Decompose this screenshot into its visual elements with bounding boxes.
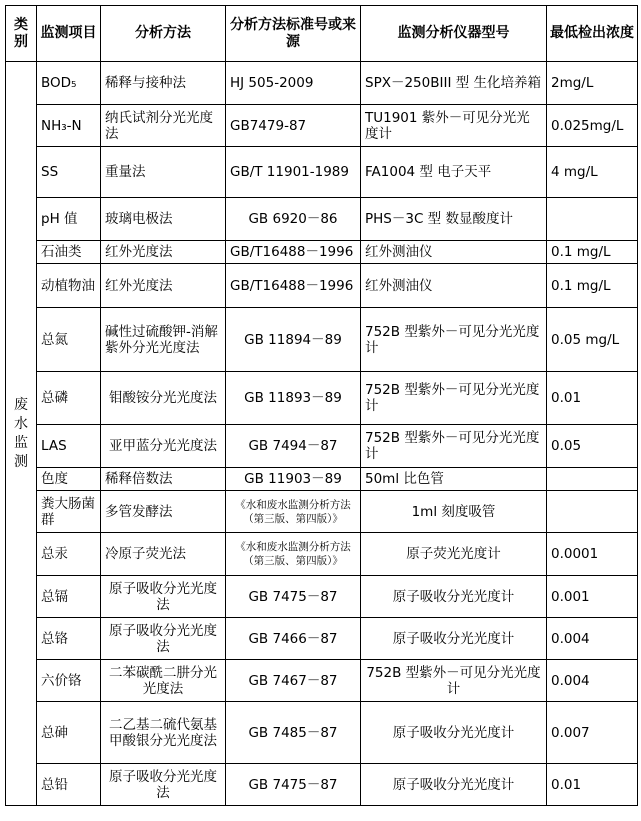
- method-cell: 原子吸收分光光度法: [101, 618, 226, 660]
- item-cell: BOD₅: [37, 62, 101, 105]
- limit-cell: 0.05 mg/L: [547, 308, 638, 372]
- table-row: [6, 308, 638, 372]
- table-row: [6, 491, 638, 533]
- item-cell: 总铬: [37, 618, 101, 660]
- standard-cell: GB 11903－89: [226, 468, 361, 491]
- standard-cell: GB 7485－87: [226, 702, 361, 764]
- standard-cell: GB 7494－87: [226, 425, 361, 468]
- instrument-cell: 752B 型紫外－可见分光光度计: [361, 372, 547, 425]
- header-row: [6, 6, 638, 62]
- item-cell: 总氮: [37, 308, 101, 372]
- instrument-cell: 50ml 比色管: [361, 468, 547, 491]
- table-row: [6, 105, 638, 147]
- standard-cell: GB/T16488－1996: [226, 241, 361, 264]
- instrument-cell: 红外测油仪: [361, 241, 547, 264]
- item-cell: 六价铬: [37, 660, 101, 702]
- instrument-cell: 红外测油仪: [361, 264, 547, 308]
- method-cell: 多管发酵法: [101, 491, 226, 533]
- instrument-cell: TU1901 紫外－可见分光光度计: [361, 105, 547, 147]
- category-label: 废水监测: [14, 396, 28, 470]
- standard-cell: GB 11893－89: [226, 372, 361, 425]
- method-cell: 二苯碳酰二肼分光光度法: [101, 660, 226, 702]
- instrument-cell: PHS－3C 型 数显酸度计: [361, 198, 547, 241]
- instrument-cell: FA1004 型 电子天平: [361, 147, 547, 198]
- method-cell: 稀释倍数法: [101, 468, 226, 491]
- header-instrument: 监测分析仪器型号: [361, 6, 547, 62]
- method-cell: 亚甲蓝分光光度法: [101, 425, 226, 468]
- method-cell: 重量法: [101, 147, 226, 198]
- limit-cell: 0.01: [547, 764, 638, 806]
- method-cell: 二乙基二硫代氨基甲酸银分光光度法: [101, 702, 226, 764]
- header-category: 类别: [6, 6, 37, 62]
- standard-cell: GB/T 11901-1989: [226, 147, 361, 198]
- item-cell: 总砷: [37, 702, 101, 764]
- item-cell: pH 值: [37, 198, 101, 241]
- table-row: [6, 702, 638, 764]
- standard-cell: GB 6920－86: [226, 198, 361, 241]
- limit-cell: [547, 198, 638, 241]
- limit-cell: 0.1 mg/L: [547, 241, 638, 264]
- instrument-cell: SPX－250BIII 型 生化培养箱: [361, 62, 547, 105]
- limit-cell: 0.01: [547, 372, 638, 425]
- instrument-cell: 原子吸收分光光度计: [361, 764, 547, 806]
- table-row: [6, 660, 638, 702]
- limit-cell: 0.0001: [547, 533, 638, 576]
- item-cell: 总磷: [37, 372, 101, 425]
- item-cell: SS: [37, 147, 101, 198]
- item-cell: 动植物油: [37, 264, 101, 308]
- table-row: [6, 372, 638, 425]
- header-item: 监测项目: [37, 6, 101, 62]
- limit-cell: 0.001: [547, 576, 638, 618]
- method-cell: 纳氏试剂分光光度法: [101, 105, 226, 147]
- header-standard: 分析方法标准号或来源: [226, 6, 361, 62]
- limit-cell: 2mg/L: [547, 62, 638, 105]
- standard-cell: 《水和废水监测分析方法（第三版、第四版）》: [226, 533, 361, 576]
- method-cell: 冷原子荧光法: [101, 533, 226, 576]
- method-cell: 碱性过硫酸钾-消解紫外分光光度法: [101, 308, 226, 372]
- limit-cell: 0.004: [547, 660, 638, 702]
- header-method: 分析方法: [101, 6, 226, 62]
- table-row: [6, 198, 638, 241]
- table-row: [6, 241, 638, 264]
- item-cell: 总铅: [37, 764, 101, 806]
- instrument-cell: 原子荧光光度计: [361, 533, 547, 576]
- item-cell: 粪大肠菌群: [37, 491, 101, 533]
- standard-cell: GB7479-87: [226, 105, 361, 147]
- instrument-cell: 原子吸收分光光度计: [361, 702, 547, 764]
- table-row: [6, 62, 638, 105]
- standard-cell: HJ 505-2009: [226, 62, 361, 105]
- item-cell: LAS: [37, 425, 101, 468]
- table-row: [6, 764, 638, 806]
- method-cell: 红外光度法: [101, 241, 226, 264]
- table-row: [6, 147, 638, 198]
- item-cell: 总镉: [37, 576, 101, 618]
- instrument-cell: 752B 型紫外－可见分光光度计: [361, 425, 547, 468]
- method-cell: 红外光度法: [101, 264, 226, 308]
- limit-cell: 0.007: [547, 702, 638, 764]
- standard-cell: GB 7466－87: [226, 618, 361, 660]
- limit-cell: 0.05: [547, 425, 638, 468]
- limit-cell: 0.004: [547, 618, 638, 660]
- item-cell: NH₃-N: [37, 105, 101, 147]
- standard-cell: GB 7475－87: [226, 576, 361, 618]
- limit-cell: 0.1 mg/L: [547, 264, 638, 308]
- table-row: [6, 264, 638, 308]
- header-limit: 最低检出浓度: [547, 6, 638, 62]
- table-row: [6, 576, 638, 618]
- table-row: [6, 468, 638, 491]
- limit-cell: 0.025mg/L: [547, 105, 638, 147]
- standard-cell: GB 7475－87: [226, 764, 361, 806]
- instrument-cell: 752B 型紫外－可见分光光度计: [361, 660, 547, 702]
- item-cell: 总汞: [37, 533, 101, 576]
- method-cell: 原子吸收分光光度法: [101, 576, 226, 618]
- item-cell: 石油类: [37, 241, 101, 264]
- method-cell: 原子吸收分光光度法: [101, 764, 226, 806]
- method-cell: 玻璃电极法: [101, 198, 226, 241]
- limit-cell: 4 mg/L: [547, 147, 638, 198]
- item-cell: 色度: [37, 468, 101, 491]
- limit-cell: [547, 468, 638, 491]
- instrument-cell: 原子吸收分光光度计: [361, 576, 547, 618]
- table-row: [6, 533, 638, 576]
- standard-cell: GB 7467－87: [226, 660, 361, 702]
- table-row: [6, 425, 638, 468]
- instrument-cell: 1ml 刻度吸管: [361, 491, 547, 533]
- standard-cell: GB/T16488－1996: [226, 264, 361, 308]
- limit-cell: [547, 491, 638, 533]
- standard-cell: 《水和废水监测分析方法（第三版、第四版）》: [226, 491, 361, 533]
- monitoring-methods-table: [5, 5, 638, 806]
- instrument-cell: 752B 型紫外－可见分光光度计: [361, 308, 547, 372]
- category-cell: [6, 62, 37, 806]
- standard-cell: GB 11894－89: [226, 308, 361, 372]
- method-cell: 稀释与接种法: [101, 62, 226, 105]
- method-cell: 钼酸铵分光光度法: [101, 372, 226, 425]
- table-row: [6, 618, 638, 660]
- instrument-cell: 原子吸收分光光度计: [361, 618, 547, 660]
